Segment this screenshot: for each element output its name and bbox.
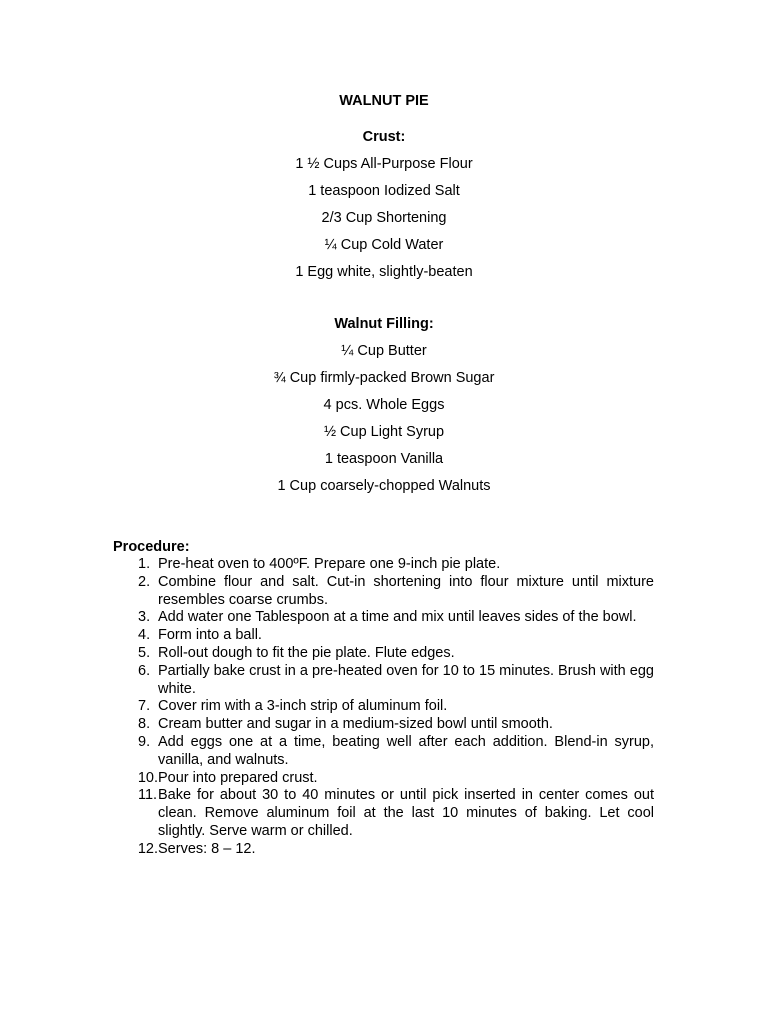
procedure-step	[113, 770, 654, 788]
procedure-step	[113, 556, 654, 574]
procedure-step	[113, 787, 654, 840]
step-number: 6.	[138, 662, 151, 679]
step-text: Form into a ball.	[158, 627, 262, 644]
ingredient-item: 4 pcs. Whole Eggs	[323, 397, 445, 413]
procedure-step	[113, 698, 654, 716]
ingredient-item: 1 Egg white, slightly-beaten	[295, 264, 473, 280]
ingredient-item: 1 ½ Cups All-Purpose Flour	[295, 156, 473, 172]
step-text: Combine flour and salt. Cut-in shortening into flour mixture until mixture resembles coarse crumbs.	[158, 573, 654, 608]
procedure-step	[113, 609, 654, 627]
filling-ingredient-list	[0, 338, 768, 500]
step-text: Add water one Tablespoon at a time and mix until leaves sides of the bowl.	[158, 609, 637, 626]
step-text: Pre-heat oven to 400ºF. Prepare one 9-inch pie plate.	[158, 556, 501, 572]
recipe-title: WALNUT PIE	[339, 93, 429, 109]
ingredient-item: 1 Cup coarsely-chopped Walnuts	[277, 478, 491, 494]
procedure-list	[113, 556, 654, 859]
step-text: Roll-out dough to fit the pie plate. Flute edges.	[158, 644, 455, 661]
crust-heading: Crust:	[362, 129, 406, 145]
ingredient-item: ¾ Cup firmly-packed Brown Sugar	[273, 370, 495, 386]
step-number: 11.	[138, 787, 158, 804]
procedure-step	[113, 645, 654, 663]
filling-heading: Walnut Filling:	[334, 316, 434, 332]
step-text: Cream butter and sugar in a medium-sized bowl until smooth.	[158, 716, 553, 733]
step-number: 8.	[138, 716, 151, 733]
step-number: 3.	[138, 609, 151, 626]
procedure-step	[113, 734, 654, 770]
step-number: 12.	[137, 840, 158, 857]
crust-ingredient-list	[0, 151, 768, 286]
step-number: 5.	[138, 644, 151, 661]
step-number: 9.	[138, 733, 151, 750]
ingredient-item: 1 teaspoon Iodized Salt	[308, 183, 460, 199]
ingredient-item: 2/3 Cup Shortening	[321, 210, 447, 226]
step-number: 4.	[138, 627, 151, 644]
step-text: Serves: 8 – 12.	[158, 840, 256, 857]
step-number: 1.	[138, 556, 151, 572]
procedure-step	[113, 627, 654, 645]
procedure-step	[113, 716, 654, 734]
step-text: Add eggs one at a time, beating well after each addition. Blend-in syrup, vanilla, and walnuts.	[158, 733, 654, 768]
step-text: Pour into prepared crust.	[158, 769, 318, 786]
ingredient-item: ¼ Cup Cold Water	[324, 237, 444, 253]
step-number: 7.	[138, 698, 151, 715]
step-number: 2.	[138, 573, 151, 590]
procedure-heading: Procedure:	[113, 539, 190, 555]
ingredient-item: ½ Cup Light Syrup	[323, 424, 445, 440]
ingredient-item: 1 teaspoon Vanilla	[324, 451, 444, 467]
step-text: Partially bake crust in a pre-heated oven for 10 to 15 minutes. Brush with egg white.	[158, 662, 654, 697]
procedure-step	[113, 663, 654, 699]
step-text: Bake for about 30 to 40 minutes or until pick inserted in center comes out clean. Remove aluminum foil at the last 10 minutes of baking. Let cool slightly. Serve warm or chilled.	[158, 787, 654, 839]
step-text: Cover rim with a 3-inch strip of aluminum foil.	[158, 698, 448, 715]
procedure-step	[113, 574, 654, 610]
procedure-step	[113, 841, 654, 859]
step-number: 10.	[137, 769, 158, 786]
ingredient-item: ¼ Cup Butter	[341, 343, 427, 359]
